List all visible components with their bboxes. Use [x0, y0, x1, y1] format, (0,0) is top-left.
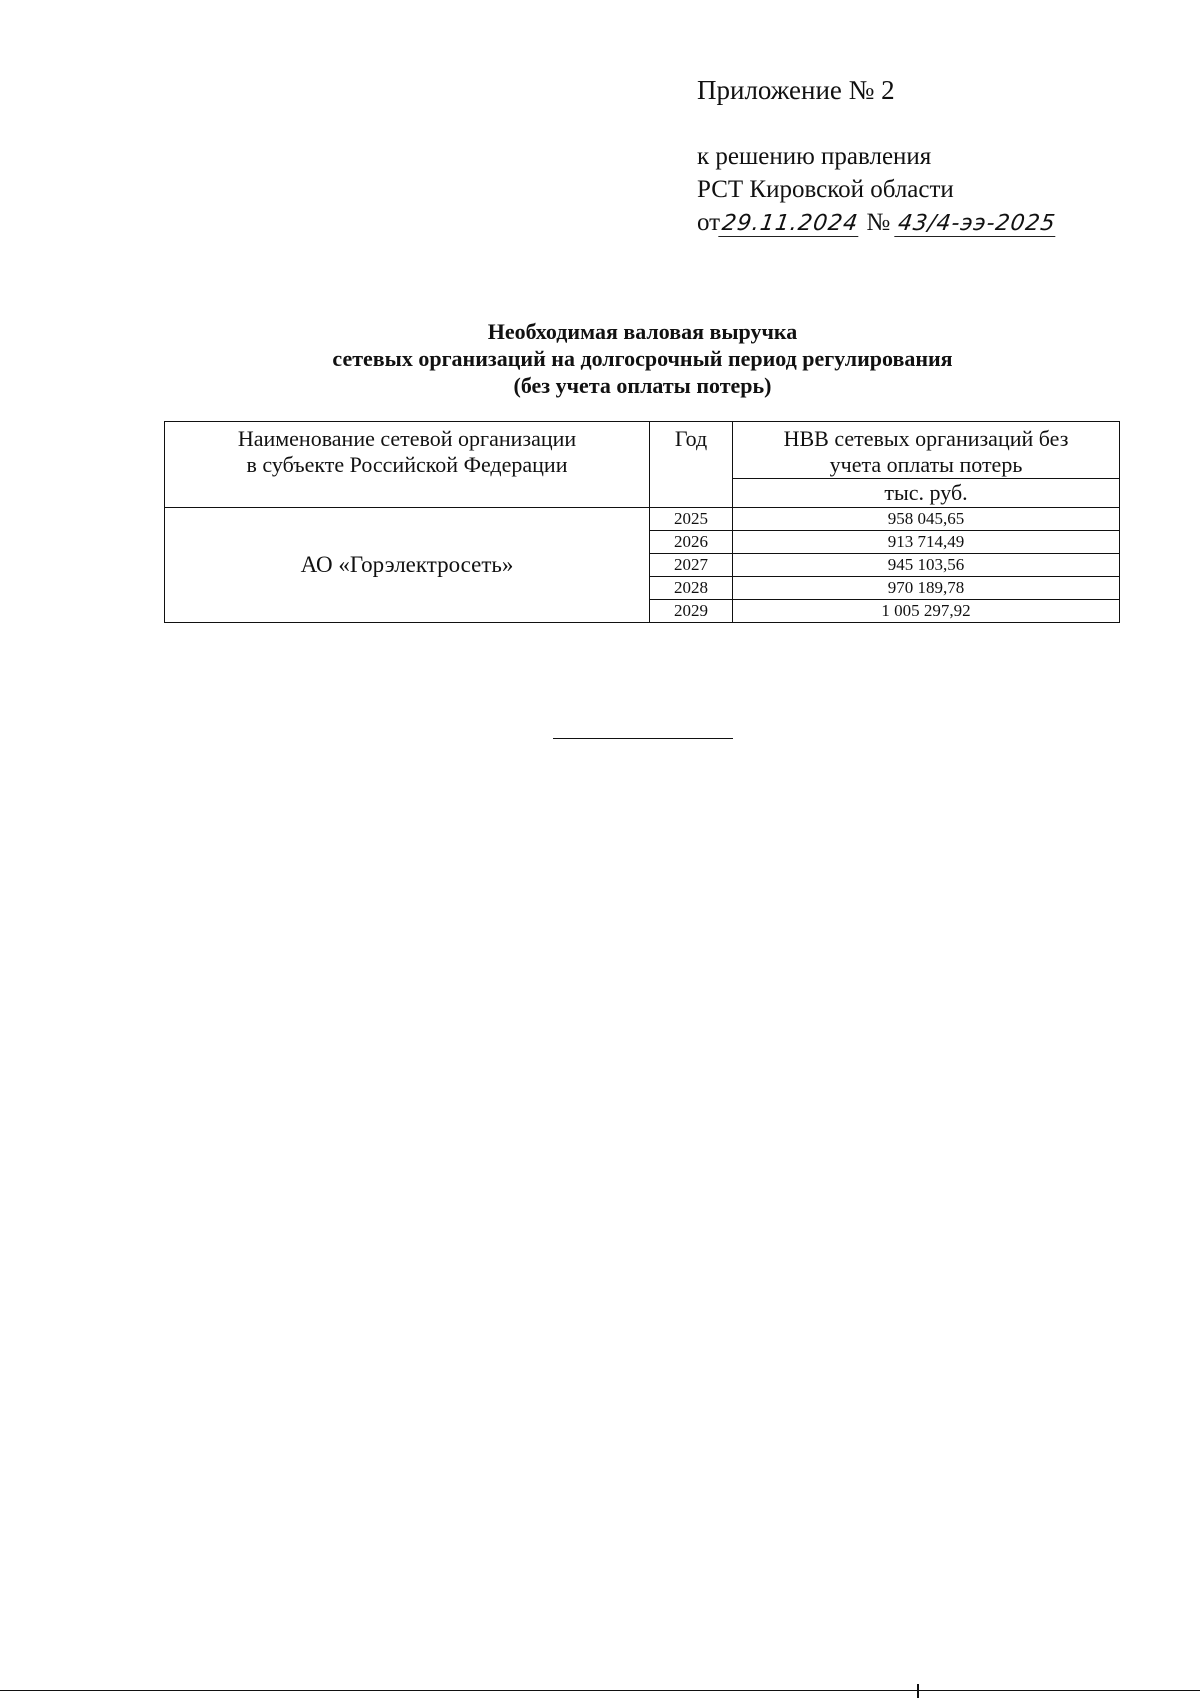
handwritten-number: 43/4-ээ-2025	[895, 212, 1060, 237]
date-prefix: от	[697, 209, 721, 236]
value-cell: 913 714,49	[733, 531, 1120, 554]
year-cell: 2026	[650, 531, 733, 554]
page-bottom-tick	[917, 1684, 919, 1698]
organization-name: АО «Горэлектросеть»	[165, 508, 650, 623]
value-cell: 958 045,65	[733, 508, 1120, 531]
document-title	[160, 318, 1125, 399]
decision-line-2: РСТ Кировской области	[697, 176, 954, 203]
value-cell: 970 189,78	[733, 577, 1120, 600]
header-organization	[165, 422, 650, 508]
handwritten-date: 29.11.2024	[718, 212, 861, 237]
header-year: Год	[650, 422, 733, 508]
decision-reference	[697, 140, 1058, 239]
number-sign: №	[866, 209, 891, 236]
year-cell: 2028	[650, 577, 733, 600]
header-nvv	[733, 422, 1120, 479]
year-cell: 2029	[650, 600, 733, 623]
year-cell: 2025	[650, 508, 733, 531]
year-cell: 2027	[650, 554, 733, 577]
value-cell: 945 103,56	[733, 554, 1120, 577]
header-organization-line-1: Наименование сетевой организации	[237, 426, 577, 451]
decision-date-line	[697, 206, 1058, 239]
end-separator-line	[553, 738, 733, 739]
header-organization-line-2: в субъекте Российской Федерации	[246, 452, 568, 477]
table-row	[165, 508, 1120, 531]
title-line-1: Необходимая валовая выручка	[487, 319, 798, 344]
decision-line-1: к решению правления	[697, 143, 932, 170]
header-unit: тыс. руб.	[733, 479, 1120, 508]
nvv-table	[164, 421, 1120, 623]
title-line-3: (без учета оплаты потерь)	[513, 373, 772, 398]
value-cell: 1 005 297,92	[733, 600, 1120, 623]
appendix-number: Приложение № 2	[697, 75, 895, 105]
header-nvv-line-2: учета оплаты потерь	[829, 452, 1023, 477]
header-nvv-line-1: НВВ сетевых организаций без	[783, 426, 1069, 451]
title-line-2: сетевых организаций на долгосрочный период регулирования	[332, 346, 953, 371]
page-bottom-rule	[0, 1690, 1200, 1691]
table-header-row	[165, 422, 1120, 479]
